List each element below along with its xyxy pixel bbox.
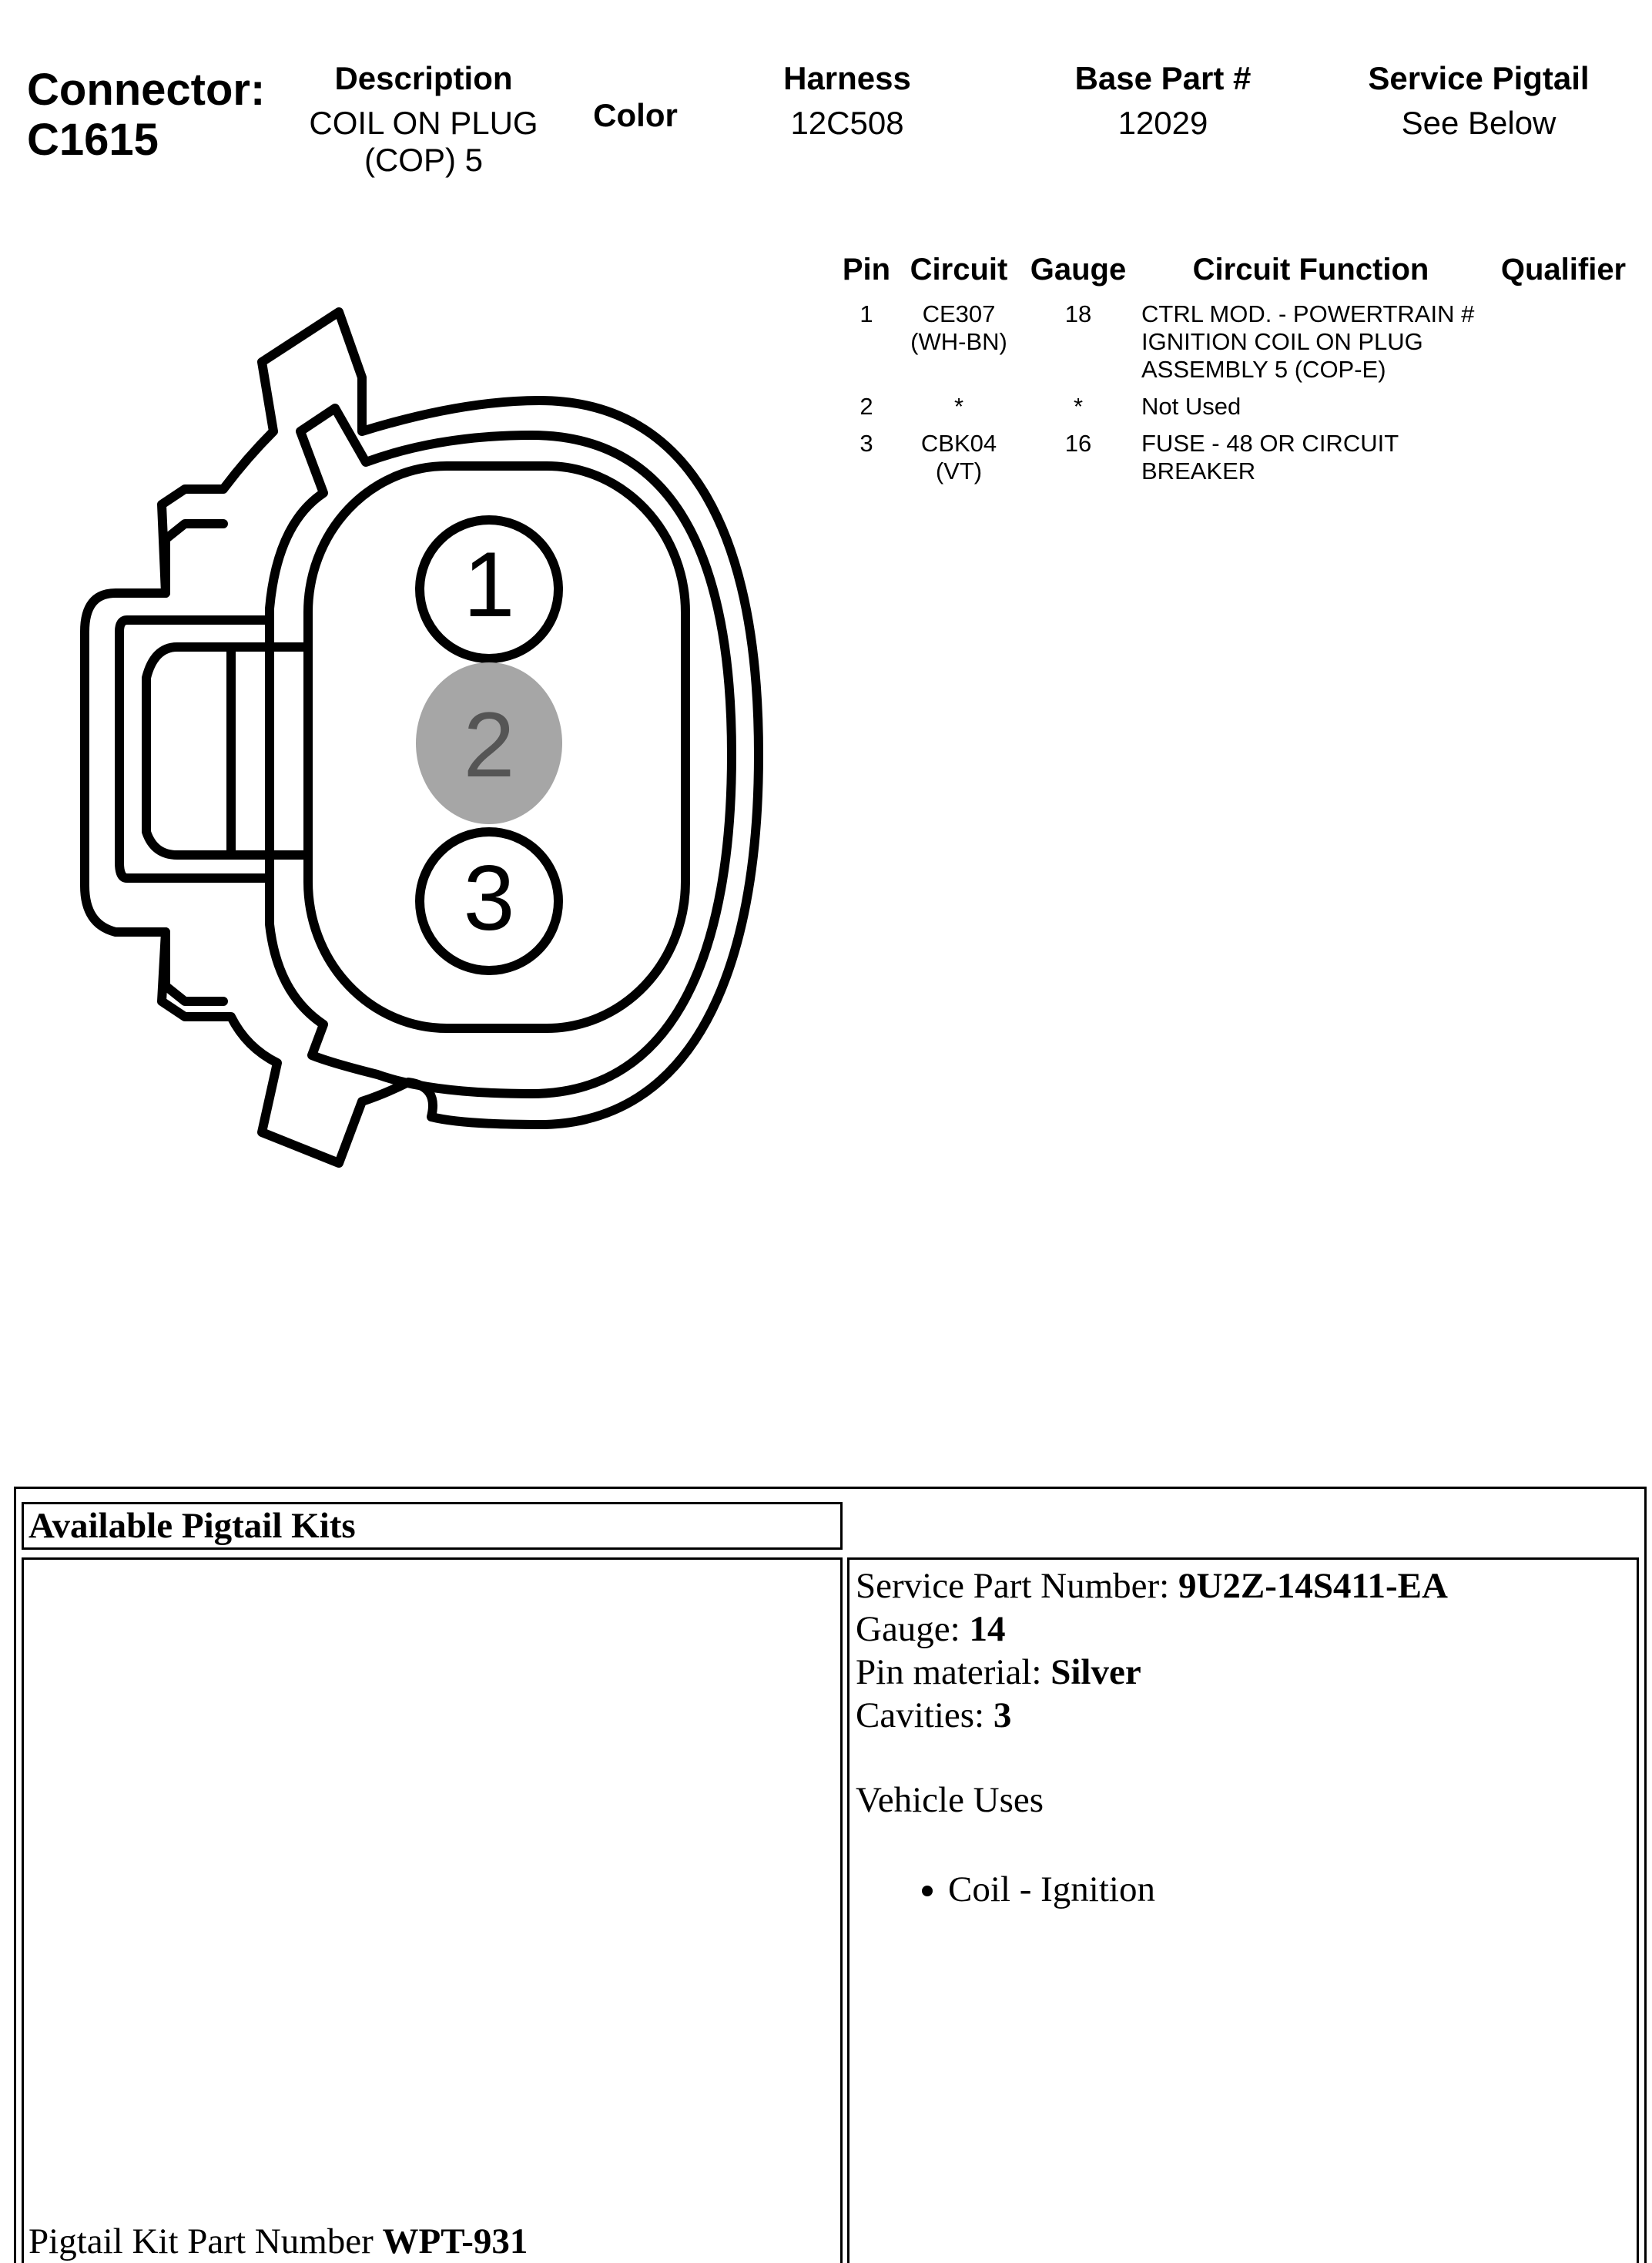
- vehicle-uses-list: [856, 1868, 1626, 1911]
- pin-3-group: [420, 832, 558, 971]
- gauge-value: 14: [969, 1609, 1006, 1649]
- table-row-3-function-line1: FUSE - 48 OR CIRCUIT: [1141, 430, 1399, 457]
- pin-2-number: 2: [463, 693, 515, 796]
- pigtail-section-header: [22, 1502, 843, 1550]
- pin-col-header: Pin: [842, 253, 891, 287]
- kit-part-value: WPT-931: [382, 2221, 528, 2261]
- pin-material-label: Pin material:: [856, 1652, 1042, 1692]
- service-part-line: [856, 1564, 1626, 1608]
- table-row-1-pin: 1: [860, 300, 873, 327]
- pigtail-section-title: Available Pigtail Kits: [28, 1506, 356, 1546]
- pin-1-group: [420, 520, 558, 659]
- base-part-label: Base Part #: [1074, 60, 1252, 96]
- pin-1-number: 1: [463, 533, 515, 636]
- service-pigtail-value: See Below: [1401, 105, 1556, 141]
- cavities-label: Cavities:: [856, 1695, 985, 1735]
- cavities-line: [856, 1694, 1626, 1737]
- function-col-header: Circuit Function: [1192, 253, 1429, 287]
- connector-face-diagram: [73, 304, 778, 1178]
- service-pigtail-label: Service Pigtail: [1368, 60, 1590, 96]
- gauge-line: [856, 1608, 1626, 1651]
- pigtail-details-cell: [847, 1557, 1639, 2263]
- table-row-1-gauge: 18: [1064, 300, 1092, 327]
- service-part-label: Service Part Number:: [856, 1566, 1170, 1606]
- cavities-value: 3: [993, 1695, 1012, 1735]
- table-row-3-function-line2: BREAKER: [1141, 458, 1256, 484]
- color-label: Color: [593, 97, 678, 133]
- description-value-line2: (COP) 5: [364, 142, 483, 178]
- harness-value: 12C508: [790, 105, 904, 141]
- table-row-3-pin: 3: [860, 430, 873, 457]
- pigtail-details: [856, 1564, 1626, 1911]
- table-row-2-gauge: *: [1073, 393, 1084, 420]
- description-label: Description: [334, 60, 513, 96]
- pigtail-image-cell: [22, 1557, 843, 2263]
- table-row-3-circuit: CBK04: [920, 430, 997, 457]
- vehicle-uses-label: Vehicle Uses: [856, 1780, 1044, 1820]
- base-part-value: 12029: [1118, 105, 1208, 141]
- pin-3-number: 3: [463, 847, 515, 950]
- table-row-2-function-line1: Not Used: [1141, 393, 1242, 420]
- connector-id: C1615: [27, 115, 159, 165]
- description-value-line1: COIL ON PLUG: [309, 105, 538, 141]
- service-part-value: 9U2Z-14S411-EA: [1178, 1566, 1448, 1606]
- table-row-3-circuit-color: (VT): [935, 458, 983, 484]
- table-row-2-circuit: *: [953, 393, 964, 420]
- pigtail-kit-part-number: [28, 2220, 528, 2263]
- table-row-1-function-line3: ASSEMBLY 5 (COP-E): [1141, 356, 1386, 383]
- qualifier-col-header: Qualifier: [1500, 253, 1627, 287]
- table-row-2-pin: 2: [860, 393, 873, 420]
- pin-material-line: [856, 1651, 1626, 1694]
- table-row-3-gauge: 16: [1064, 430, 1092, 457]
- list-item: • Coil - Ignition: [948, 1868, 1626, 1911]
- table-row-1-circuit-color: (WH-BN): [910, 328, 1007, 355]
- table-row-1-circuit: CE307: [922, 300, 996, 327]
- gauge-col-header: Gauge: [1030, 253, 1127, 287]
- gauge-label: Gauge:: [856, 1609, 960, 1649]
- table-row-1-function-line2: IGNITION COIL ON PLUG: [1141, 328, 1423, 355]
- pin-material-value: Silver: [1051, 1652, 1141, 1692]
- harness-label: Harness: [783, 60, 911, 96]
- connector-label: Connector:: [27, 65, 266, 115]
- table-row-1-function-line1: CTRL MOD. - POWERTRAIN #: [1141, 300, 1475, 327]
- circuit-col-header: Circuit: [910, 253, 1008, 287]
- pin-2-group: [416, 662, 562, 824]
- kit-part-label: Pigtail Kit Part Number: [28, 2221, 374, 2261]
